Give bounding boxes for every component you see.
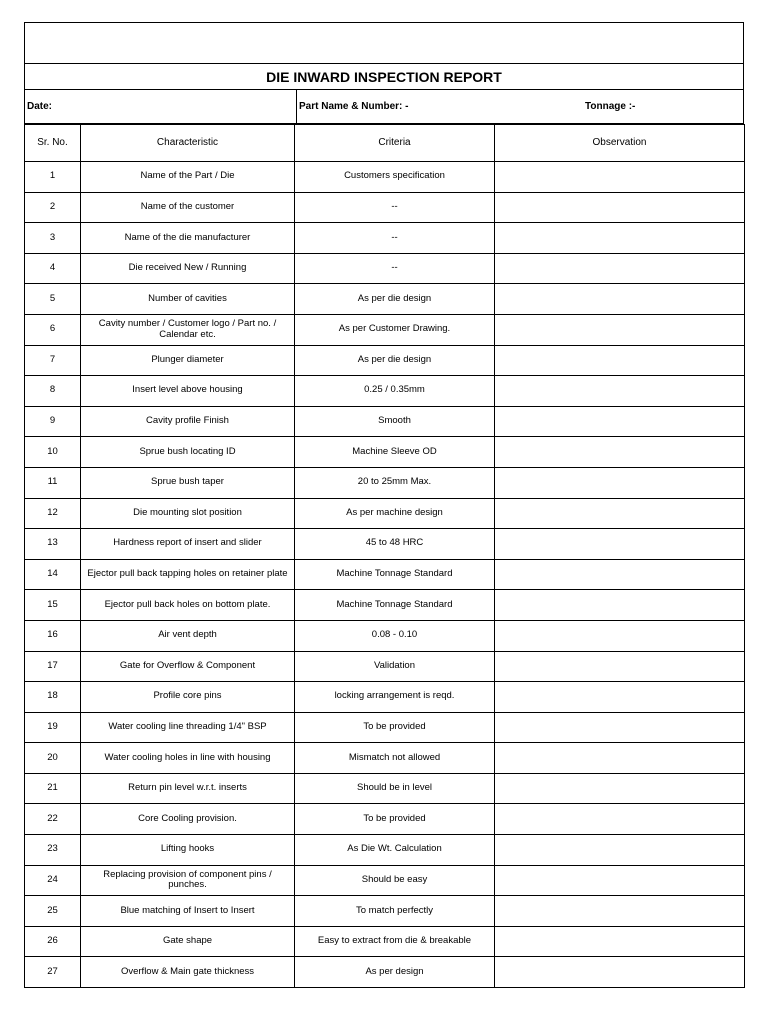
criteria-cell: 0.08 - 0.10	[295, 620, 495, 651]
sr-no-cell: 8	[25, 376, 81, 407]
table-row	[25, 406, 745, 437]
observation-cell[interactable]	[495, 835, 745, 866]
sr-no-cell: 2	[25, 192, 81, 223]
observation-cell[interactable]	[495, 529, 745, 560]
header-observation: Observation	[495, 125, 745, 162]
table-row	[25, 162, 745, 193]
characteristic-cell: Blue matching of Insert to Insert	[81, 896, 295, 927]
sr-no-cell: 15	[25, 590, 81, 621]
criteria-cell: Machine Tonnage Standard	[295, 590, 495, 621]
observation-cell[interactable]	[495, 314, 745, 345]
sr-no-cell: 6	[25, 314, 81, 345]
characteristic-cell: Cavity profile Finish	[81, 406, 295, 437]
criteria-cell: --	[295, 253, 495, 284]
observation-cell[interactable]	[495, 804, 745, 835]
inspection-table	[24, 124, 745, 988]
report-meta-row	[24, 90, 744, 124]
characteristic-cell: Cavity number / Customer logo / Part no. / Calendar etc.	[81, 314, 295, 345]
observation-cell[interactable]	[495, 620, 745, 651]
criteria-cell: To be provided	[295, 804, 495, 835]
tonnage-label: Tonnage :-	[585, 101, 636, 112]
characteristic-cell: Water cooling line threading 1/4" BSP	[81, 712, 295, 743]
characteristic-cell: Replacing provision of component pins / punches.	[81, 865, 295, 896]
characteristic-cell: Water cooling holes in line with housing	[81, 743, 295, 774]
criteria-cell: As per die design	[295, 284, 495, 315]
table-row	[25, 345, 745, 376]
table-row	[25, 896, 745, 927]
criteria-cell: --	[295, 192, 495, 223]
sr-no-cell: 27	[25, 957, 81, 988]
observation-cell[interactable]	[495, 773, 745, 804]
table-header-row	[25, 125, 745, 162]
characteristic-cell: Sprue bush locating ID	[81, 437, 295, 468]
sr-no-cell: 16	[25, 620, 81, 651]
observation-cell[interactable]	[495, 651, 745, 682]
table-row	[25, 865, 745, 896]
table-row	[25, 712, 745, 743]
observation-cell[interactable]	[495, 467, 745, 498]
table-row	[25, 620, 745, 651]
criteria-cell: 45 to 48 HRC	[295, 529, 495, 560]
characteristic-cell: Profile core pins	[81, 682, 295, 713]
table-row	[25, 957, 745, 988]
sr-no-cell: 17	[25, 651, 81, 682]
characteristic-cell: Ejector pull back tapping holes on retainer plate	[81, 559, 295, 590]
characteristic-cell: Gate shape	[81, 926, 295, 957]
sr-no-cell: 3	[25, 223, 81, 254]
observation-cell[interactable]	[495, 498, 745, 529]
table-row	[25, 253, 745, 284]
table-row	[25, 651, 745, 682]
observation-cell[interactable]	[495, 437, 745, 468]
observation-cell[interactable]	[495, 590, 745, 621]
table-row	[25, 467, 745, 498]
criteria-cell: To match perfectly	[295, 896, 495, 927]
sr-no-cell: 24	[25, 865, 81, 896]
observation-cell[interactable]	[495, 253, 745, 284]
characteristic-cell: Hardness report of insert and slider	[81, 529, 295, 560]
sr-no-cell: 7	[25, 345, 81, 376]
table-row	[25, 835, 745, 866]
criteria-cell: As per machine design	[295, 498, 495, 529]
observation-cell[interactable]	[495, 957, 745, 988]
characteristic-cell: Insert level above housing	[81, 376, 295, 407]
characteristic-cell: Overflow & Main gate thickness	[81, 957, 295, 988]
table-row	[25, 314, 745, 345]
criteria-cell: Should be in level	[295, 773, 495, 804]
sr-no-cell: 13	[25, 529, 81, 560]
table-row	[25, 773, 745, 804]
table-row	[25, 743, 745, 774]
inspection-report-sheet	[24, 22, 744, 988]
criteria-cell: To be provided	[295, 712, 495, 743]
observation-cell[interactable]	[495, 406, 745, 437]
table-row	[25, 559, 745, 590]
blank-header-row	[24, 22, 744, 64]
sr-no-cell: 9	[25, 406, 81, 437]
header-sr-no: Sr. No.	[25, 125, 81, 162]
table-row	[25, 376, 745, 407]
header-characteristic: Characteristic	[81, 125, 295, 162]
table-row	[25, 437, 745, 468]
sr-no-cell: 25	[25, 896, 81, 927]
sr-no-cell: 14	[25, 559, 81, 590]
characteristic-cell: Sprue bush taper	[81, 467, 295, 498]
criteria-cell: Easy to extract from die & breakable	[295, 926, 495, 957]
observation-cell[interactable]	[495, 345, 745, 376]
observation-cell[interactable]	[495, 743, 745, 774]
table-row	[25, 590, 745, 621]
characteristic-cell: Plunger diameter	[81, 345, 295, 376]
observation-cell[interactable]	[495, 896, 745, 927]
characteristic-cell: Name of the die manufacturer	[81, 223, 295, 254]
characteristic-cell: Air vent depth	[81, 620, 295, 651]
sr-no-cell: 11	[25, 467, 81, 498]
part-name-number-label: Part Name & Number: -	[296, 90, 408, 123]
characteristic-cell: Ejector pull back holes on bottom plate.	[81, 590, 295, 621]
observation-cell[interactable]	[495, 376, 745, 407]
criteria-cell: Should be easy	[295, 865, 495, 896]
criteria-cell: Validation	[295, 651, 495, 682]
observation-cell[interactable]	[495, 223, 745, 254]
table-row	[25, 804, 745, 835]
sr-no-cell: 4	[25, 253, 81, 284]
characteristic-cell: Core Cooling provision.	[81, 804, 295, 835]
sr-no-cell: 5	[25, 284, 81, 315]
criteria-cell: As Die Wt. Calculation	[295, 835, 495, 866]
criteria-cell: 0.25 / 0.35mm	[295, 376, 495, 407]
observation-cell[interactable]	[495, 682, 745, 713]
characteristic-cell: Name of the Part / Die	[81, 162, 295, 193]
sr-no-cell: 21	[25, 773, 81, 804]
sr-no-cell: 1	[25, 162, 81, 193]
criteria-cell: Machine Sleeve OD	[295, 437, 495, 468]
sr-no-cell: 12	[25, 498, 81, 529]
criteria-cell: Machine Tonnage Standard	[295, 559, 495, 590]
criteria-cell: As per Customer Drawing.	[295, 314, 495, 345]
observation-cell[interactable]	[495, 559, 745, 590]
observation-cell[interactable]	[495, 284, 745, 315]
observation-cell[interactable]	[495, 192, 745, 223]
header-criteria: Criteria	[295, 125, 495, 162]
criteria-cell: As per design	[295, 957, 495, 988]
characteristic-cell: Return pin level w.r.t. inserts	[81, 773, 295, 804]
criteria-cell: Customers specification	[295, 162, 495, 193]
observation-cell[interactable]	[495, 162, 745, 193]
characteristic-cell: Name of the customer	[81, 192, 295, 223]
sr-no-cell: 10	[25, 437, 81, 468]
criteria-cell: --	[295, 223, 495, 254]
report-title: DIE INWARD INSPECTION REPORT	[24, 64, 744, 90]
observation-cell[interactable]	[495, 712, 745, 743]
characteristic-cell: Die received New / Running	[81, 253, 295, 284]
observation-cell[interactable]	[495, 926, 745, 957]
criteria-cell: 20 to 25mm Max.	[295, 467, 495, 498]
characteristic-cell: Gate for Overflow & Component	[81, 651, 295, 682]
table-row	[25, 926, 745, 957]
sr-no-cell: 19	[25, 712, 81, 743]
criteria-cell: Smooth	[295, 406, 495, 437]
sr-no-cell: 26	[25, 926, 81, 957]
criteria-cell: Mismatch not allowed	[295, 743, 495, 774]
table-row	[25, 529, 745, 560]
characteristic-cell: Die mounting slot position	[81, 498, 295, 529]
characteristic-cell: Number of cavities	[81, 284, 295, 315]
criteria-cell: As per die design	[295, 345, 495, 376]
criteria-cell: locking arrangement is reqd.	[295, 682, 495, 713]
table-row	[25, 192, 745, 223]
observation-cell[interactable]	[495, 865, 745, 896]
table-row	[25, 223, 745, 254]
sr-no-cell: 20	[25, 743, 81, 774]
characteristic-cell: Lifting hooks	[81, 835, 295, 866]
table-row	[25, 682, 745, 713]
table-row	[25, 284, 745, 315]
sr-no-cell: 23	[25, 835, 81, 866]
date-label: Date:	[27, 101, 53, 112]
sr-no-cell: 22	[25, 804, 81, 835]
sr-no-cell: 18	[25, 682, 81, 713]
table-row	[25, 498, 745, 529]
